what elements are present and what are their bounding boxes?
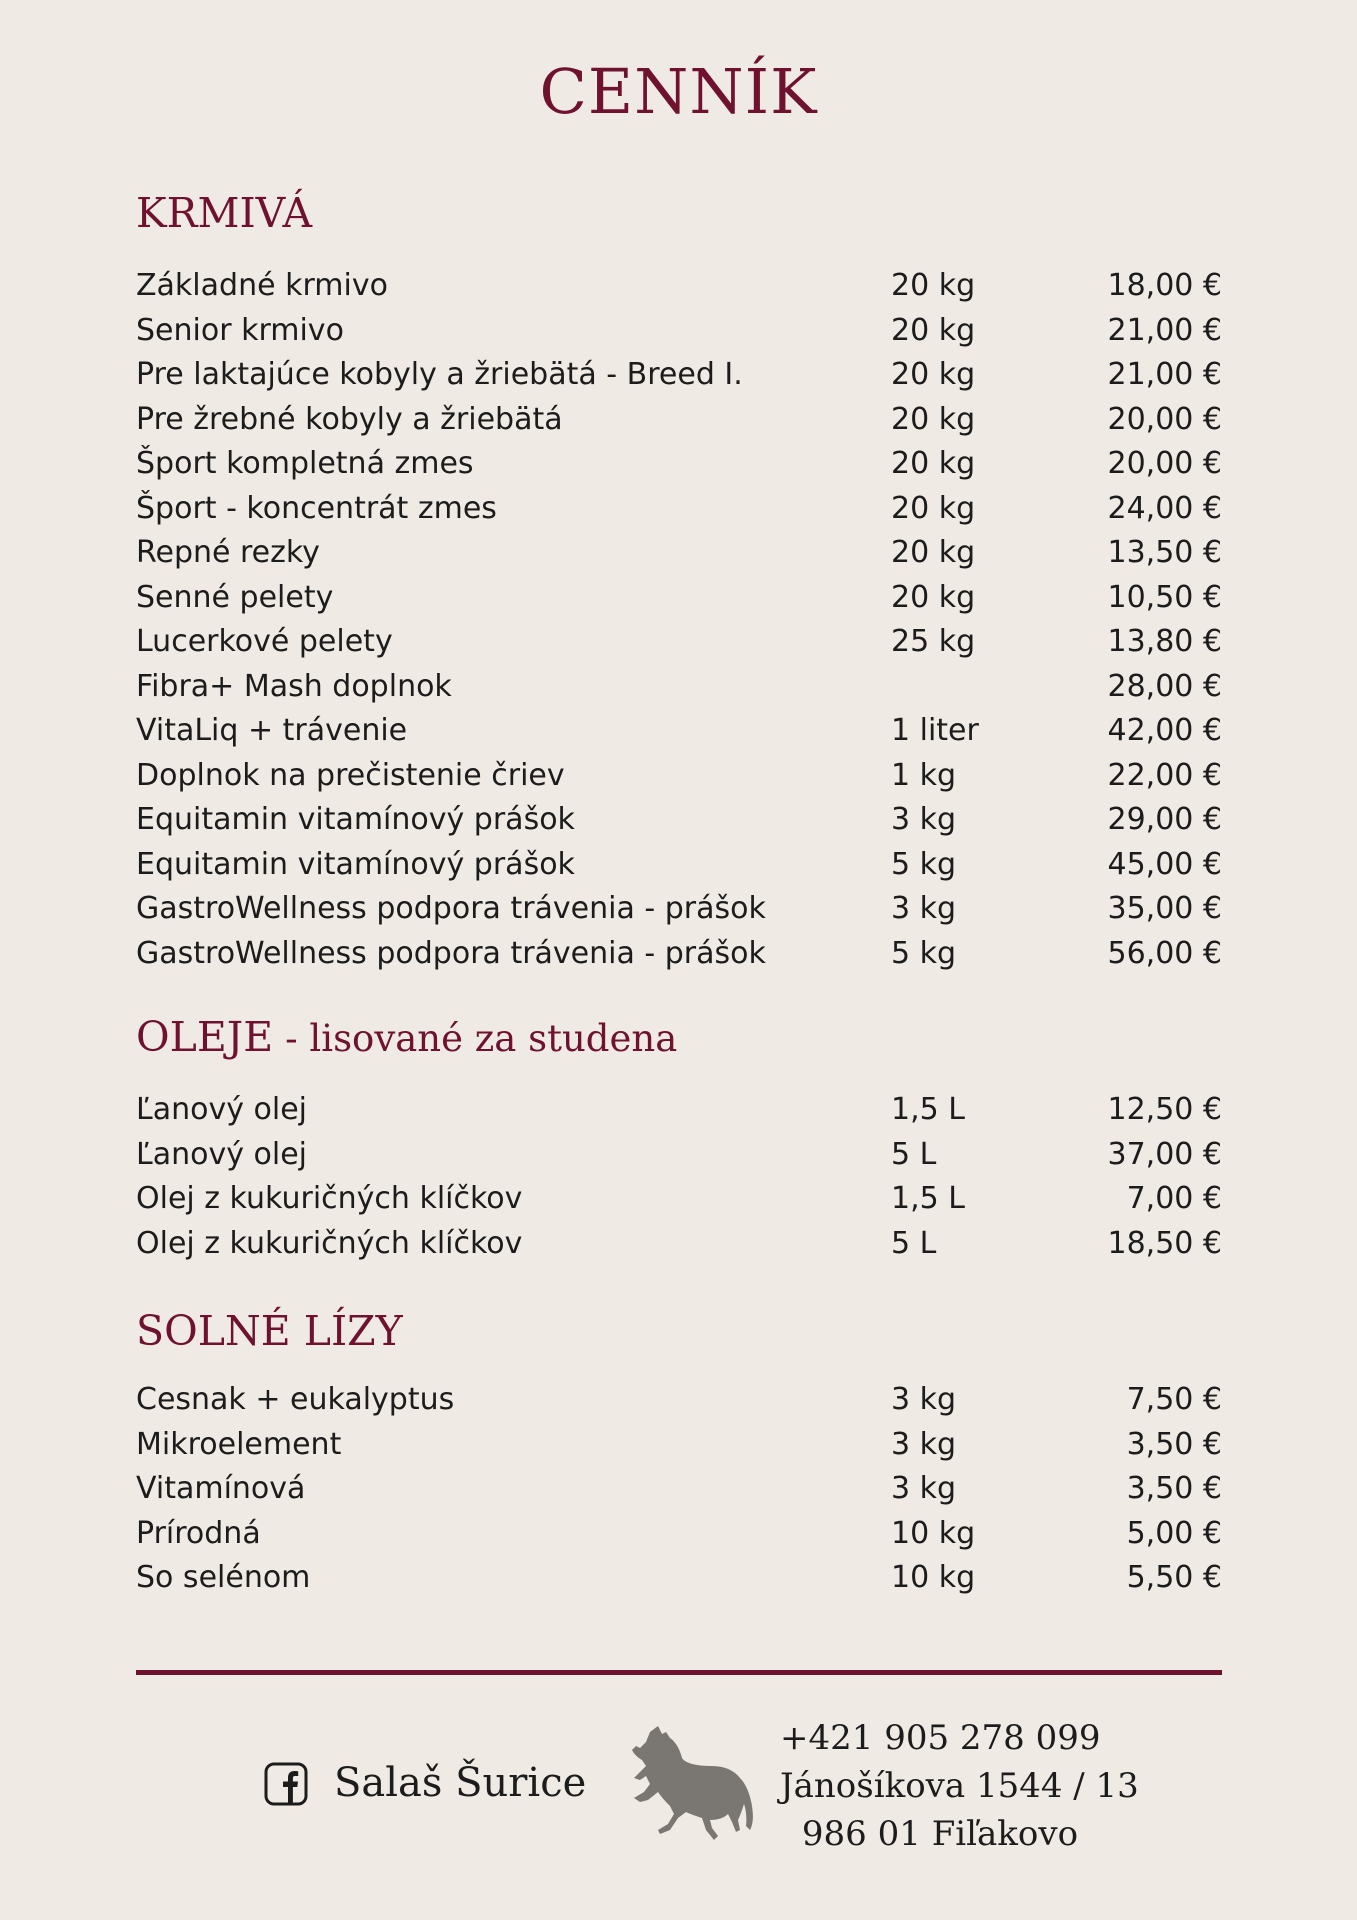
price-row — [136, 398, 1222, 443]
price-row — [136, 353, 1222, 398]
item-price: 24,00 € — [1107, 490, 1222, 526]
item-quantity: 5 L — [891, 1225, 937, 1261]
item-price: 21,00 € — [1107, 312, 1222, 348]
page-title: CENNÍK — [539, 55, 818, 128]
item-price: 22,00 € — [1107, 757, 1222, 793]
price-row — [136, 1512, 1222, 1557]
item-price: 56,00 € — [1107, 935, 1222, 971]
price-row — [136, 1467, 1222, 1512]
item-quantity: 3 kg — [891, 1426, 957, 1462]
item-price: 13,50 € — [1107, 535, 1222, 570]
price-row — [136, 887, 1222, 932]
item-quantity: 1,5 L — [891, 1092, 965, 1127]
item-name: Lucerkové pelety — [136, 624, 393, 659]
item-price: 28,00 € — [1107, 668, 1222, 704]
item-quantity: 3 kg — [891, 891, 957, 926]
item-quantity: 3 kg — [891, 1471, 957, 1506]
facebook-icon[interactable] — [264, 1762, 308, 1806]
item-name: Olej z kukuričných klíčkov — [136, 1225, 523, 1261]
price-row — [136, 264, 1222, 309]
price-row — [136, 1378, 1222, 1423]
contact-address-city: 986 01 Fiľakovo — [801, 1814, 1079, 1854]
item-quantity: 20 kg — [891, 312, 976, 348]
item-quantity: 1 liter — [891, 713, 979, 748]
item-price: 18,50 € — [1107, 1225, 1222, 1261]
section-heading-solne-lizy — [136, 1304, 403, 1358]
price-row — [136, 932, 1222, 977]
item-price: 37,00 € — [1107, 1136, 1222, 1172]
contact-address-street: Jánošíkova 1544 / 13 — [780, 1766, 1139, 1806]
price-row — [136, 1423, 1222, 1468]
section-subheading: - lisované za studena — [285, 1017, 678, 1060]
price-list-oleje — [136, 1088, 1222, 1266]
price-row — [136, 1177, 1222, 1222]
price-row — [136, 843, 1222, 888]
item-name: Šport - koncentrát zmes — [136, 490, 497, 526]
item-quantity: 10 kg — [891, 1515, 976, 1551]
item-price: 5,50 € — [1126, 1560, 1222, 1595]
price-list-solne-lizy — [136, 1378, 1222, 1601]
item-quantity: 5 kg — [891, 846, 957, 882]
item-quantity: 3 kg — [891, 802, 957, 837]
item-price: 7,00 € — [1126, 1181, 1222, 1216]
item-price: 12,50 € — [1107, 1092, 1222, 1127]
section-heading-text: KRMIVÁ — [136, 189, 313, 237]
item-quantity: 20 kg — [891, 579, 976, 615]
price-row — [136, 309, 1222, 354]
item-price: 29,00 € — [1107, 802, 1222, 837]
item-quantity: 20 kg — [891, 535, 976, 570]
item-price: 42,00 € — [1107, 713, 1222, 748]
item-quantity: 5 kg — [891, 935, 957, 971]
item-quantity: 1 kg — [891, 757, 957, 793]
item-price: 18,00 € — [1107, 268, 1222, 303]
item-quantity: 20 kg — [891, 268, 976, 303]
item-name: Základné krmivo — [136, 268, 388, 303]
price-row — [136, 576, 1222, 621]
item-name: Vitamínová — [136, 1471, 306, 1506]
section-heading-text: OLEJE — [136, 1013, 274, 1061]
price-row — [136, 1556, 1222, 1601]
item-price: 20,00 € — [1107, 401, 1222, 437]
item-price: 10,50 € — [1107, 579, 1222, 615]
item-price: 45,00 € — [1107, 846, 1222, 882]
item-name: Senné pelety — [136, 579, 334, 615]
item-quantity: 10 kg — [891, 1560, 976, 1595]
item-name: Doplnok na prečistenie čriev — [136, 757, 565, 793]
item-quantity: 1,5 L — [891, 1181, 965, 1216]
price-row — [136, 754, 1222, 799]
item-quantity: 20 kg — [891, 357, 976, 392]
section-heading-oleje — [136, 1010, 677, 1066]
item-name: Ľanový olej — [136, 1136, 307, 1172]
contact-phone: +421 905 278 099 — [780, 1718, 1101, 1758]
section-heading-text: SOLNÉ LÍZY — [136, 1307, 403, 1355]
item-price: 5,00 € — [1126, 1515, 1222, 1551]
item-price: 7,50 € — [1126, 1382, 1222, 1417]
item-price: 13,80 € — [1107, 624, 1222, 659]
item-name: VitaLiq + trávenie — [136, 713, 408, 748]
item-quantity: 20 kg — [891, 490, 976, 526]
item-name: Equitamin vitamínový prášok — [136, 846, 575, 882]
item-quantity: 5 L — [891, 1136, 937, 1172]
item-quantity: 3 kg — [891, 1382, 957, 1417]
price-row — [136, 1222, 1222, 1267]
price-row — [136, 1133, 1222, 1178]
price-list-krmiva — [136, 264, 1222, 976]
item-name: GastroWellness podpora trávenia - prášok — [136, 935, 766, 971]
item-name: Senior krmivo — [136, 312, 344, 348]
section-heading-krmiva — [136, 186, 312, 240]
item-quantity: 20 kg — [891, 446, 976, 481]
item-name: Mikroelement — [136, 1426, 342, 1462]
item-name: Cesnak + eukalyptus — [136, 1382, 455, 1417]
item-price: 3,50 € — [1126, 1471, 1222, 1506]
price-row — [136, 442, 1222, 487]
item-name: GastroWellness podpora trávenia - prášok — [136, 891, 766, 926]
item-quantity: 20 kg — [891, 401, 976, 437]
item-name: Fibra+ Mash doplnok — [136, 668, 452, 704]
item-price: 21,00 € — [1107, 357, 1222, 392]
horse-silhouette-icon — [600, 1722, 756, 1846]
item-name: Equitamin vitamínový prášok — [136, 802, 575, 837]
item-name: Šport kompletná zmes — [136, 446, 474, 481]
item-name: Olej z kukuričných klíčkov — [136, 1181, 523, 1216]
contact-block — [780, 1714, 1139, 1858]
footer-divider — [136, 1670, 1222, 1675]
price-row — [136, 487, 1222, 532]
item-price: 3,50 € — [1126, 1426, 1222, 1462]
item-quantity: 25 kg — [891, 624, 976, 659]
item-name: Ľanový olej — [136, 1092, 307, 1127]
price-row — [136, 1088, 1222, 1133]
item-price: 35,00 € — [1107, 891, 1222, 926]
price-row — [136, 531, 1222, 576]
item-price: 20,00 € — [1107, 446, 1222, 481]
item-name: Pre laktajúce kobyly a žriebätá - Breed I. — [136, 357, 743, 392]
price-row — [136, 709, 1222, 754]
item-name: Repné rezky — [136, 535, 320, 570]
item-name: So selénom — [136, 1560, 311, 1595]
price-row — [136, 798, 1222, 843]
item-name: Prírodná — [136, 1515, 261, 1551]
item-name: Pre žrebné kobyly a žriebätá — [136, 401, 563, 437]
price-row — [136, 620, 1222, 665]
price-row — [136, 665, 1222, 710]
facebook-page-link[interactable]: Salaš Šurice — [334, 1760, 587, 1806]
